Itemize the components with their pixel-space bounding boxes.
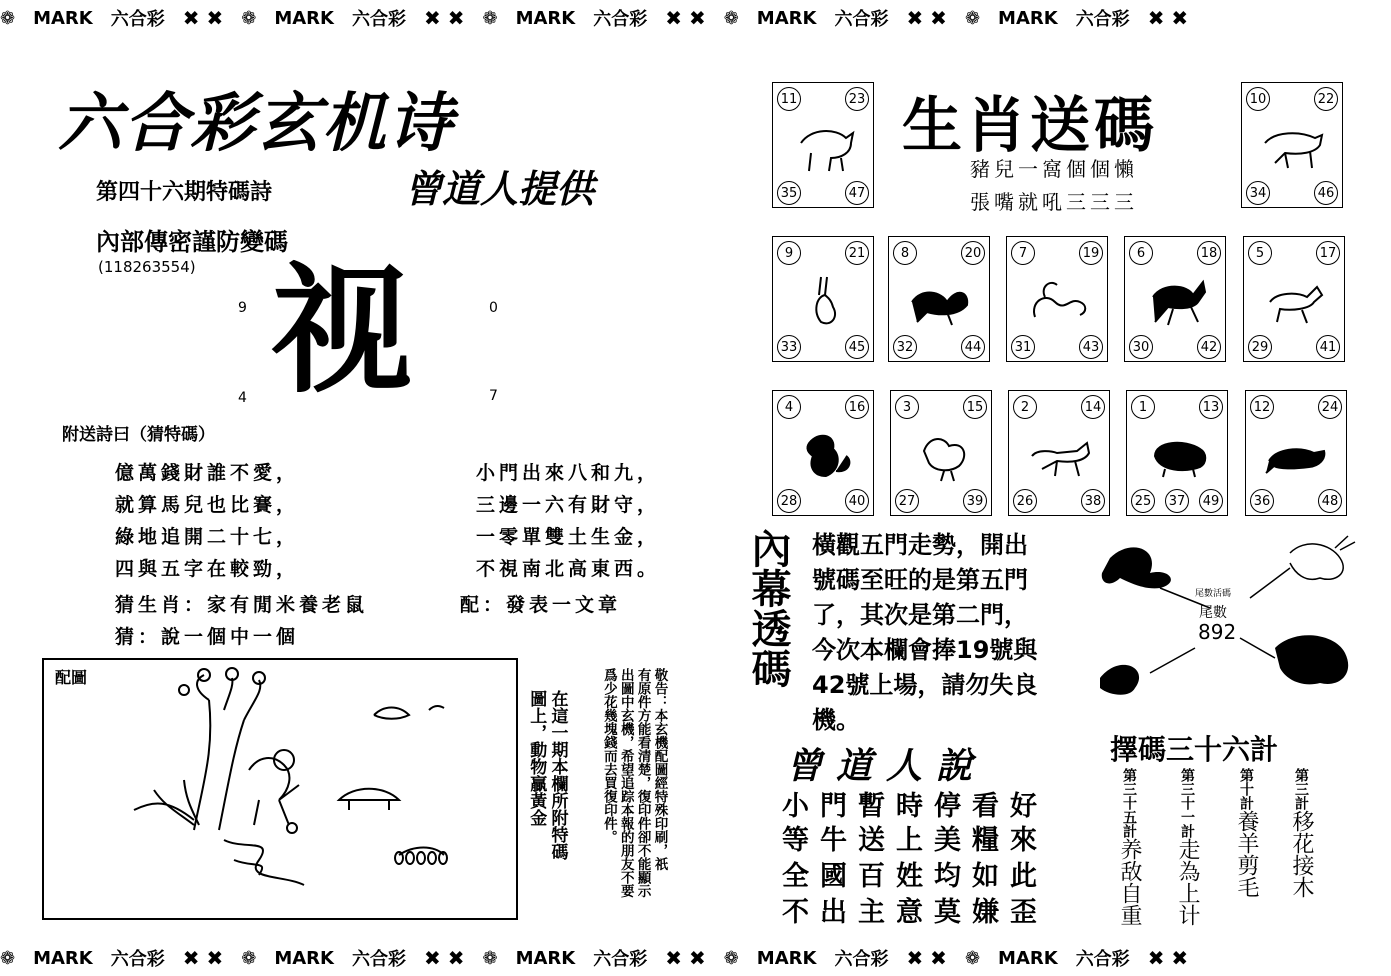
zodiac-number: 35 — [777, 181, 801, 205]
picture-label: 配圖 — [55, 668, 88, 687]
corner-digit: 9 — [238, 300, 247, 316]
zodiac-title: 生肖送碼 — [902, 91, 1158, 161]
zodiac-number: 30 — [1129, 335, 1153, 359]
zodiac-card-tiger — [1241, 82, 1343, 208]
zodiac-number: 36 — [1250, 489, 1274, 513]
zodiac-number: 13 — [1199, 395, 1223, 419]
flower-logo-icon: ❁ — [723, 7, 739, 29]
zodiac-card-rat — [1245, 390, 1347, 516]
picture-box — [42, 658, 518, 920]
zodiac-number: 3 — [895, 395, 919, 419]
strategy-item — [1235, 768, 1257, 898]
poem-header: 附送詩曰（猜特碼） — [62, 425, 215, 445]
strategy-number: 第三十五計 — [1121, 768, 1137, 838]
zodiac-number: 6 — [1129, 241, 1153, 265]
strategy-text: 移花接木 — [1289, 810, 1314, 898]
saying-line: 不出主意莫嫌歪 — [782, 897, 1048, 928]
side-note-line: 圖上，動物贏黃金 — [526, 690, 547, 826]
zodiac-number: 17 — [1316, 241, 1340, 265]
banner-brand: 六合彩 — [834, 9, 889, 30]
zodiac-card-snake — [1006, 236, 1108, 362]
notice-text — [600, 668, 668, 928]
banner-mark: MARK — [274, 7, 334, 29]
flower-logo-icon: ❁ — [241, 947, 257, 969]
flower-logo-icon: ❁ — [482, 947, 498, 969]
saying-line: 全國百姓均如此 — [782, 861, 1048, 892]
notice-line: 有原件方能看清楚，復印件卻不能顯示 — [634, 668, 651, 898]
zodiac-number: 38 — [1081, 489, 1105, 513]
flower-logo-icon: ❁ — [0, 947, 16, 969]
poem-line: 綠地追開二十七， — [115, 526, 300, 548]
cross-icon: ✖ ✖ — [665, 6, 706, 30]
rabbit-icon — [791, 267, 857, 329]
saying-title: 曾道人說 — [786, 745, 987, 787]
side-note-line: 在這一期本欄所附特碼 — [547, 690, 568, 860]
strategy-item — [1176, 768, 1198, 926]
notice-line: 敬告：本玄機配圖經特殊印刷，祇 — [651, 668, 668, 871]
saying-line: 小門暫時停看好 — [782, 791, 1048, 822]
banner-mark: MARK — [515, 947, 576, 969]
cross-icon: ✖ ✖ — [665, 946, 706, 970]
banner-brand: 六合彩 — [834, 949, 889, 970]
zodiac-number: 4 — [777, 395, 801, 419]
zodiac-number: 43 — [1079, 335, 1103, 359]
banner-mark: MARK — [515, 7, 576, 29]
banner-mark: MARK — [33, 7, 93, 29]
strategy-text: 养敌自重 — [1117, 838, 1142, 926]
guess-text: 猜：說一個中一個 — [115, 626, 300, 648]
strategy-text: 走為上计 — [1175, 838, 1200, 926]
flower-logo-icon: ❁ — [964, 7, 981, 29]
banner-brand: 六合彩 — [593, 9, 648, 30]
inside-text-line: 了，其次是第二門， — [812, 601, 1028, 630]
inside-title: 內幕透碼 — [745, 528, 791, 688]
notice-line: 爲少花幾塊錢而去買復印件。 — [600, 668, 617, 844]
goat-icon — [1262, 267, 1328, 329]
banner-brand: 六合彩 — [110, 9, 165, 30]
inside-text-line: 機。 — [812, 706, 860, 735]
tail-value: 892 — [1198, 620, 1237, 644]
pair-text: 配：發表一文章 — [460, 594, 622, 616]
inside-text-line: 今次本欄會捧19號與 — [812, 636, 1038, 665]
poem-line: 不視南北高東西。 — [476, 558, 661, 580]
top-banner — [0, 0, 1391, 36]
saying-line: 等牛送上美糧來 — [782, 825, 1048, 856]
cross-icon: ✖ ✖ — [906, 6, 947, 30]
flower-logo-icon: ❁ — [964, 947, 981, 969]
bottom-banner — [0, 940, 1391, 976]
strategy-number: 第三計 — [1293, 768, 1309, 810]
cross-icon: ✖ ✖ — [182, 946, 224, 970]
banner-mark: MARK — [756, 947, 817, 969]
zodiac-number: 34 — [1246, 181, 1270, 205]
zodiac-number: 27 — [895, 489, 919, 513]
side-note — [525, 690, 568, 930]
tail-small-label: 尾數活碼 — [1195, 589, 1232, 599]
cross-icon: ✖ ✖ — [423, 946, 465, 970]
banner-brand: 六合彩 — [593, 949, 648, 970]
zodiac-card-dog — [1008, 390, 1110, 516]
zodiac-number: 11 — [777, 87, 801, 111]
zodiac-number: 21 — [845, 241, 869, 265]
zodiac-number: 39 — [963, 489, 987, 513]
dragon-icon — [907, 267, 973, 329]
secret-heading: 內部傳密謹防變碼 — [96, 227, 288, 256]
poem-line: 四與五字在較勁， — [115, 558, 300, 580]
flower-logo-icon: ❁ — [0, 7, 16, 29]
strategy-text: 養羊剪毛 — [1234, 810, 1259, 898]
zodiac-number: 29 — [1248, 335, 1272, 359]
zodiac-number: 37 — [1165, 489, 1189, 513]
banner-mark: MARK — [33, 947, 93, 969]
zodiac-number: 49 — [1199, 489, 1223, 513]
strategy-item — [1118, 768, 1140, 926]
banner-brand: 六合彩 — [1075, 949, 1130, 970]
tail-label: 尾數 — [1199, 605, 1227, 621]
poem-line: 小門出來八和九， — [476, 462, 661, 484]
notice-line: 出圖中玄機，希望追踪本報的朋友不要 — [617, 668, 634, 898]
zodiac-number: 20 — [961, 241, 985, 265]
banner-brand: 六合彩 — [351, 949, 406, 970]
banner-mark: MARK — [274, 947, 334, 969]
ox-icon — [791, 113, 857, 175]
zodiac-poem-line: 豬兒一窩個個懶 — [970, 157, 1138, 181]
zodiac-number: 10 — [1246, 87, 1270, 111]
zodiac-number: 48 — [1318, 489, 1342, 513]
cross-icon: ✖ ✖ — [1147, 946, 1189, 970]
zodiac-number: 9 — [777, 241, 801, 265]
zodiac-number: 24 — [1318, 395, 1342, 419]
zodiac-number: 15 — [963, 395, 987, 419]
zodiac-card-dragon — [888, 236, 990, 362]
guess-zodiac: 猜生肖：家有閒米養老鼠 — [115, 594, 369, 616]
dog-icon — [1027, 421, 1093, 483]
strategy-title: 擇碼三十六計 — [1110, 733, 1279, 766]
zodiac-number: 8 — [893, 241, 917, 265]
provider-title: 曾道人提供 — [404, 167, 595, 211]
flower-logo-icon: ❁ — [241, 7, 257, 29]
zodiac-number: 41 — [1316, 335, 1340, 359]
zodiac-number: 31 — [1011, 335, 1035, 359]
pig-icon — [1145, 421, 1211, 483]
zodiac-number: 44 — [961, 335, 985, 359]
strategy-number: 第三十一計 — [1179, 768, 1195, 838]
zodiac-card-goat — [1243, 236, 1345, 362]
inside-text-line: 42號上場，請勿失良 — [812, 671, 1038, 700]
cross-icon: ✖ ✖ — [1147, 6, 1189, 30]
banner-brand: 六合彩 — [351, 9, 406, 30]
zodiac-card-rabbit — [772, 236, 874, 362]
tree-monkey-illustration — [44, 660, 516, 918]
zodiac-number: 2 — [1013, 395, 1037, 419]
zodiac-number: 1 — [1131, 395, 1155, 419]
riddle-character: 视 — [272, 250, 413, 413]
zodiac-number: 18 — [1197, 241, 1221, 265]
poem-line: 就算馬兒也比賽， — [115, 494, 300, 516]
zodiac-card-horse — [1124, 236, 1226, 362]
contact-number: (118263554) — [98, 258, 196, 276]
zodiac-card-rooster — [890, 390, 992, 516]
zodiac-number: 7 — [1011, 241, 1035, 265]
strategy-number: 第十計 — [1238, 768, 1254, 810]
zodiac-number: 14 — [1081, 395, 1105, 419]
monkey-icon — [791, 421, 857, 483]
zodiac-card-monkey — [772, 390, 874, 516]
corner-digit: 4 — [238, 390, 247, 406]
zodiac-number: 12 — [1250, 395, 1274, 419]
inside-text-line: 橫觀五門走勢，開出 — [812, 531, 1028, 559]
strategy-item — [1290, 768, 1312, 898]
zodiac-number: 32 — [893, 335, 917, 359]
rat-icon — [1264, 421, 1330, 483]
zodiac-card-pig — [1126, 390, 1228, 516]
tiger-icon — [1260, 113, 1326, 175]
zodiac-number: 19 — [1079, 241, 1103, 265]
banner-brand: 六合彩 — [110, 949, 165, 970]
zodiac-number: 42 — [1197, 335, 1221, 359]
banner-mark: MARK — [998, 7, 1058, 29]
zodiac-number: 33 — [777, 335, 801, 359]
cross-icon: ✖ ✖ — [182, 6, 224, 30]
cross-icon: ✖ ✖ — [906, 946, 947, 970]
zodiac-number: 16 — [845, 395, 869, 419]
zodiac-number: 23 — [845, 87, 869, 111]
poem-line: 億萬錢財誰不愛， — [115, 462, 300, 484]
horse-icon — [1143, 267, 1209, 329]
flower-logo-icon: ❁ — [723, 947, 739, 969]
rooster-icon — [909, 421, 975, 483]
zodiac-number: 46 — [1314, 181, 1338, 205]
poem-line: 一零單雙土生金， — [476, 526, 661, 548]
zodiac-number: 25 — [1131, 489, 1155, 513]
banner-brand: 六合彩 — [1075, 9, 1130, 30]
corner-digit: 0 — [489, 300, 498, 316]
zodiac-number: 28 — [777, 489, 801, 513]
banner-mark: MARK — [756, 7, 817, 29]
zodiac-number: 45 — [845, 335, 869, 359]
inside-text-line: 號碼至旺的是第五門 — [812, 566, 1028, 595]
zodiac-number: 40 — [845, 489, 869, 513]
banner-mark: MARK — [998, 947, 1058, 969]
zodiac-card-ox — [772, 82, 874, 208]
cross-icon: ✖ ✖ — [423, 6, 465, 30]
flower-logo-icon: ❁ — [482, 7, 498, 29]
page-title: 六合彩玄机诗 — [58, 87, 454, 161]
zodiac-poem-line: 張嘴就吼三三三 — [970, 190, 1138, 214]
corner-digit: 7 — [489, 388, 498, 404]
issue-heading: 第四十六期特碼詩 — [96, 179, 273, 205]
snake-icon — [1025, 267, 1091, 329]
zodiac-number: 26 — [1013, 489, 1037, 513]
zodiac-number: 5 — [1248, 241, 1272, 265]
poem-line: 三邊一六有財守， — [476, 494, 661, 516]
zodiac-number: 47 — [845, 181, 869, 205]
zodiac-number: 22 — [1314, 87, 1338, 111]
inside-text — [812, 528, 1072, 738]
